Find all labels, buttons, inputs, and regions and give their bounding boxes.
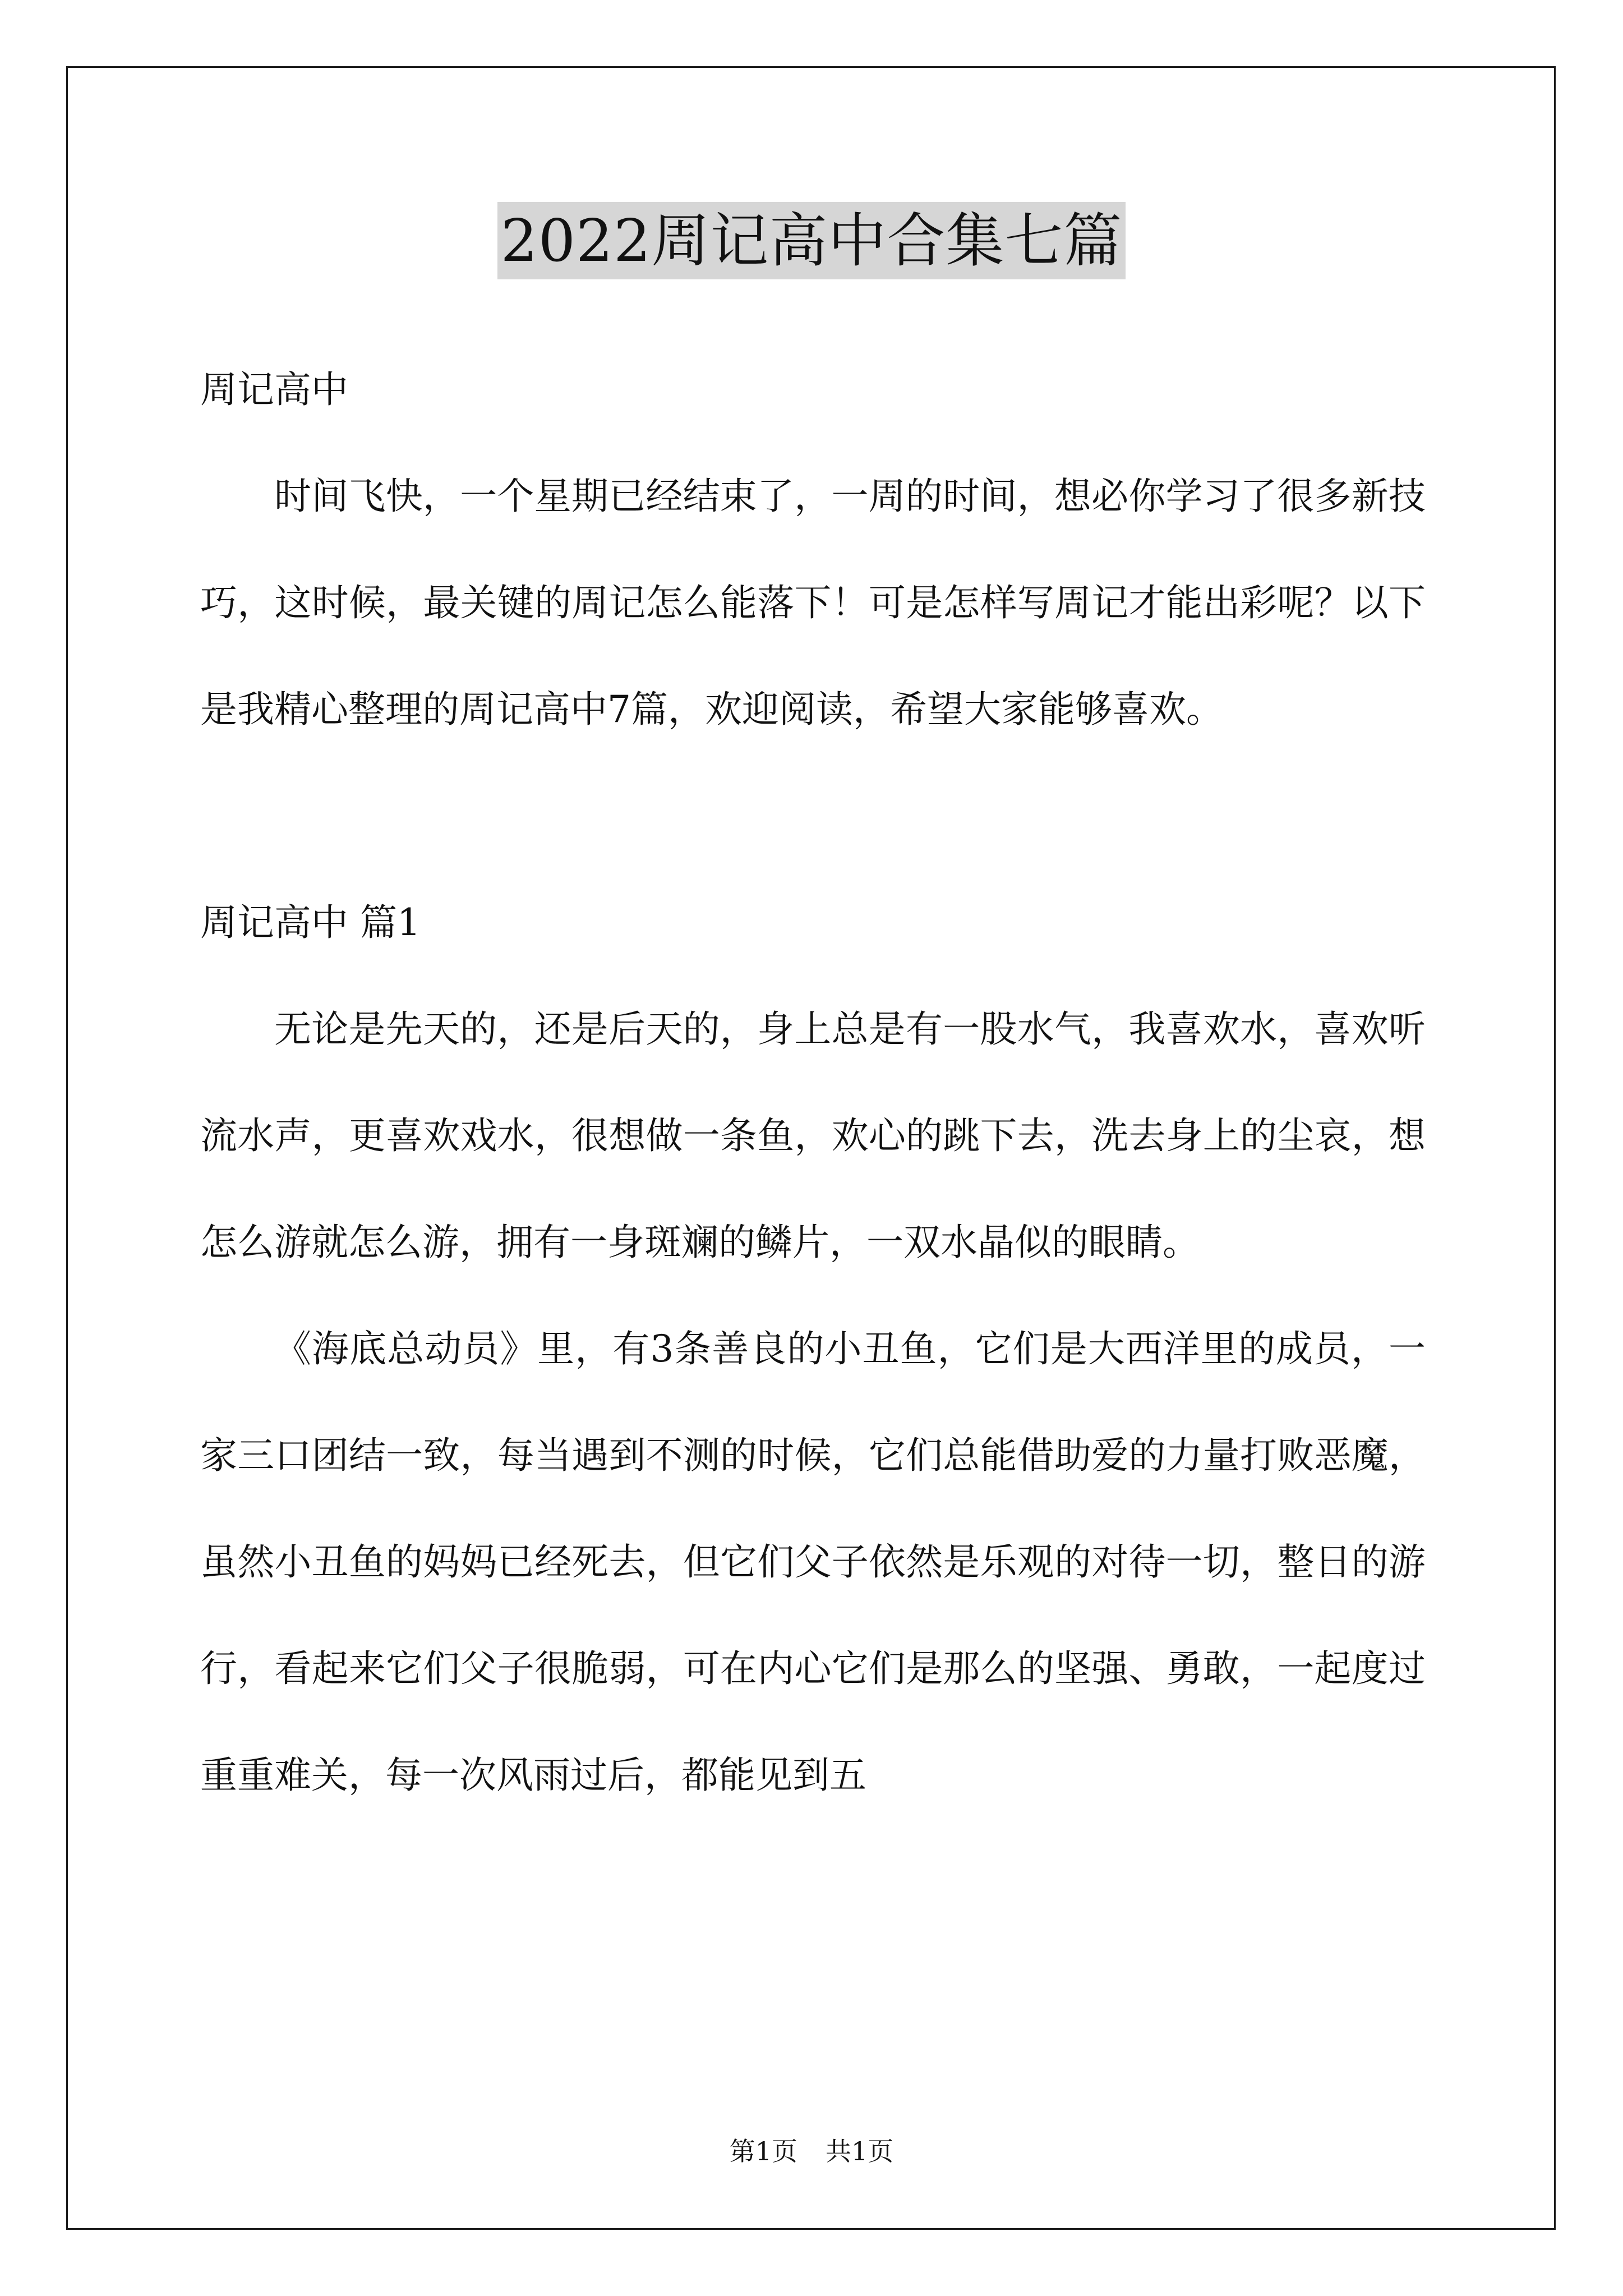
paragraph: 无论是先天的，还是后天的，身上总是有一股水气，我喜欢水，喜欢听流水声，更喜欢戏水，很想做一条鱼，欢心的跳下去，洗去身上的尘哀，想怎么游就怎么游，拥有一身斑斓的鳞片，一双水晶似的眼睛。 — [200, 1007, 1426, 1264]
paragraph: 《海底总动员》里，有3条善良的小丑鱼，它们是大西洋里的成员，一家三口团结一致，每当遇到不测的时候，它们总能借助爱的力量打败恶魔，虽然小丑鱼的妈妈已经死去，但它们父子依然是乐观的对待一切，整日的游行，看起来它们父子很脆弱，可在内心它们是那么的坚强、勇敢，一起度过重重难关，每一次风雨过后，都能见到五 — [200, 1327, 1426, 1797]
document-title: 2022周记高中合集七篇 — [497, 202, 1126, 279]
paragraph: 时间飞快，一个星期已经结束了，一周的时间，想必你学习了很多新技巧，这时候，最关键的周记怎么能落下！可是怎样写周记才能出彩呢？以下是我精心整理的周记高中7篇，欢迎阅读，希望大家能够喜欢。 — [200, 475, 1426, 731]
section-heading: 周记高中 — [200, 368, 348, 411]
section-heading: 周记高中 篇1 — [200, 901, 421, 944]
page-footer — [0, 2134, 1623, 2168]
title-container — [0, 202, 1623, 279]
document-body — [200, 337, 1426, 1829]
page-total: 共1页 — [826, 2136, 894, 2166]
page-number: 第1页 — [729, 2136, 797, 2166]
